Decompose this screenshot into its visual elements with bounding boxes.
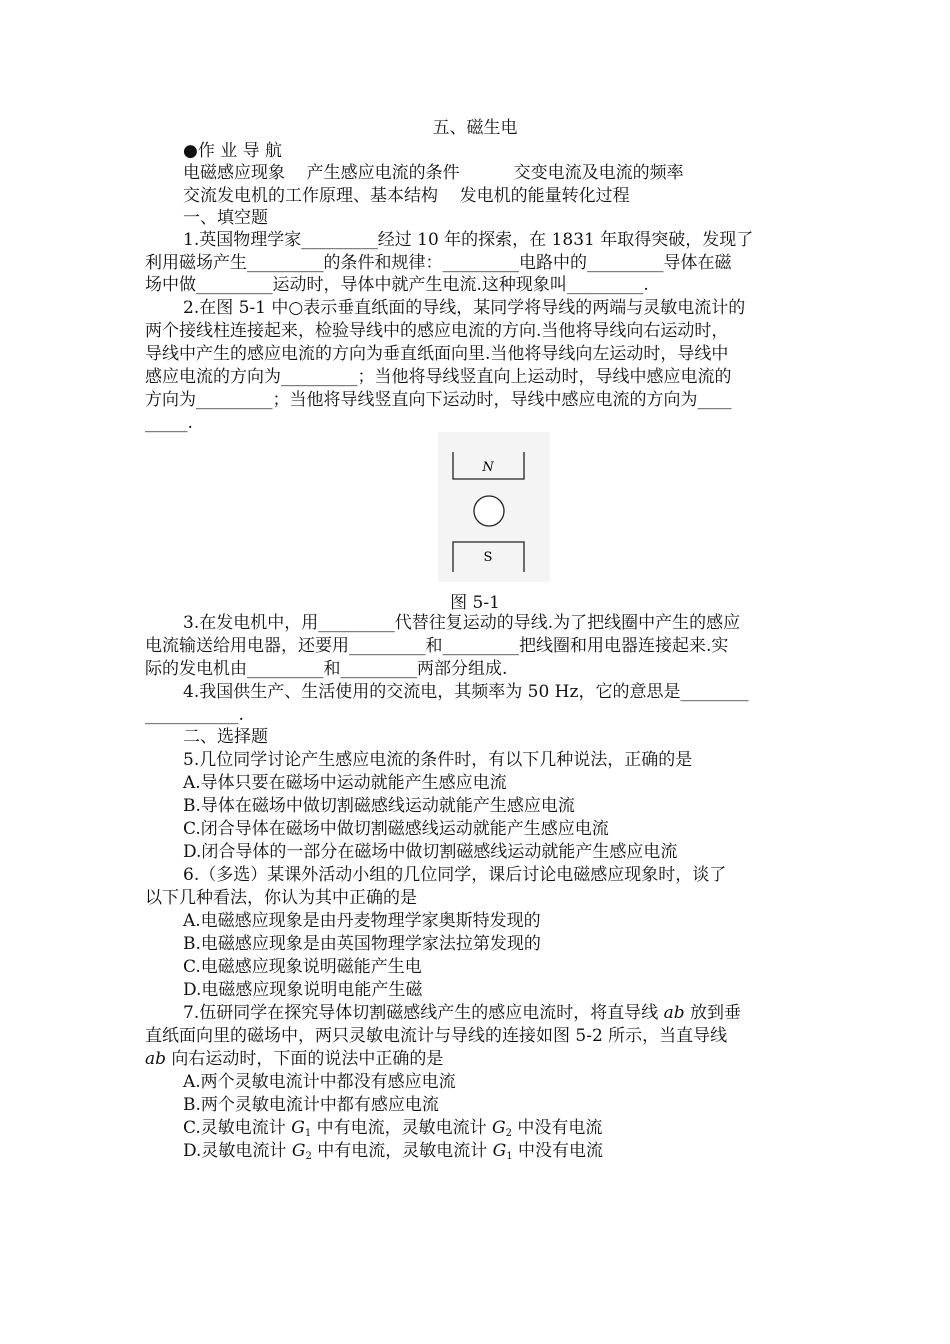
north-label: N [482,460,494,475]
q7c-text-2: 中有电流，灵敏电流计 [311,1118,492,1138]
guide-line-2: 交流发电机的工作原理、基本结构 发电机的能量转化过程 [183,186,630,206]
q5-option-b: B.导体在磁场中做切割磁感线运动就能产生感应电流 [183,796,575,816]
page-title: 五、磁生电 [432,118,518,138]
q3-line-1: 3.在发电机中，用_________代替往复运动的导线.为了把线圈中产生的感应 [183,613,741,633]
q2-line-1: 2.在图 5-1 中○表示垂直纸面的导线，某同学将导线的两端与灵敏电流计的 [183,298,746,318]
q6-line-1: 6.（多选）某课外活动小组的几位同学，课后讨论电磁感应现象时，谈了 [183,865,727,885]
q1-line-1: 1.英国物理学家_________经过 10 年的探索，在 1831 年取得突破，发现了 [183,230,754,250]
q7-line-2: 直纸面向里的磁场中，两只灵敏电流计与导线的连接如图 5-2 所示，当直导线 [145,1026,728,1046]
figure-caption: 图 5-1 [450,593,500,613]
q3-line-2: 电流输送给用电器，还要用_________和_________把线圈和用电器连接起来.实 [145,636,729,656]
q1-line-3: 场中做_________运动时，导体中就产生电流.这种现象叫_________. [145,275,649,295]
galvanometer-label: G [492,1118,506,1138]
q7d-text-1: D.灵敏电流计 [183,1141,292,1161]
q7-line-1 [183,1002,805,1025]
q7-option-b: B.两个灵敏电流计中都有感应电流 [183,1095,439,1115]
q2-line-5: 方向为_________；当他将导线竖直向下运动时，导线中感应电流的方向为____ [145,390,732,410]
q5-option-d: D.闭合导体的一部分在磁场中做切割磁感线运动就能产生感应电流 [183,842,678,862]
q6-option-d: D.电磁感应现象说明电能产生磁 [183,980,423,1000]
q5-option-a: A.导体只要在磁场中运动就能产生感应电流 [183,773,507,793]
q7-line-3-text: 向右运动时，下面的说法中正确的是 [166,1049,444,1069]
guide-heading: ●作 业 导 航 [183,141,283,161]
q7c-text-1: C.灵敏电流计 [183,1118,292,1138]
q4-line-2: ___________. [145,705,244,725]
q7-option-d [183,1140,805,1168]
wire-cross-section-icon [474,496,504,526]
q6-option-c: C.电磁感应现象说明磁能产生电 [183,957,422,977]
subscript: 1 [304,1128,312,1139]
section-heading-fill: 一、填空题 [183,208,268,228]
q7-line-1-text: 7.伍研同学在探究导体切割磁感线产生的感应电流时，将直导线 [183,1003,664,1023]
q7d-text-2: 中有电流，灵敏电流计 [311,1141,493,1161]
q7d-text-3: 中没有电流 [512,1141,603,1161]
q6-line-2: 以下几种看法，你认为其中正确的是 [145,888,417,908]
q5-option-c: C.闭合导体在磁场中做切割磁感线运动就能产生感应电流 [183,819,609,839]
figure-5-1 [438,432,550,582]
q6-option-b: B.电磁感应现象是由英国物理学家法拉第发现的 [183,934,541,954]
subscript: 2 [505,1128,512,1139]
q4-line-1: 4.我国供生产、生活使用的交流电，其频率为 50 Hz，它的意思是________ [183,682,749,702]
section-heading-choice: 二、选择题 [183,727,268,747]
subscript: 2 [305,1151,312,1162]
q7-option-a: A.两个灵敏电流计中都没有感应电流 [183,1072,456,1092]
q2-line-3: 导线中产生的感应电流的方向为垂直纸面向里.当他将导线向左运动时，导线中 [145,344,729,364]
q1-line-2: 利用磁场产生_________的条件和规律：_________电路中的_________导体在磁 [145,253,732,273]
q7-line-3 [145,1048,805,1071]
q6-option-a: A.电磁感应现象是由丹麦物理学家奥斯特发现的 [183,911,541,931]
subscript: 1 [506,1151,513,1162]
south-label: S [483,550,493,565]
wire-ab-label: ab [145,1049,167,1069]
q2-line-4: 感应电流的方向为_________；当他将导线竖直向上运动时，导线中感应电流的 [145,367,732,387]
q2-line-6: _____. [145,413,193,433]
q5-stem: 5.几位同学讨论产生感应电流的条件时，有以下几种说法，正确的是 [183,750,693,770]
galvanometer-label: G [291,1141,306,1161]
magnet-diagram [438,432,550,582]
q7-line-1-end: 放到垂 [684,1003,742,1023]
guide-line-1: 电磁感应现象 产生感应电流的条件 交变电流及电流的频率 [183,163,684,183]
q7c-text-3: 中没有电流 [511,1118,603,1138]
galvanometer-label: G [291,1118,305,1138]
galvanometer-label: G [492,1141,507,1161]
q2-line-2: 两个接线柱连接起来，检验导线中的感应电流的方向.当他将导线向右运动时， [145,321,729,341]
q3-line-3: 际的发电机由_________和_________两部分组成. [145,659,508,679]
wire-ab-label: ab [663,1003,685,1023]
